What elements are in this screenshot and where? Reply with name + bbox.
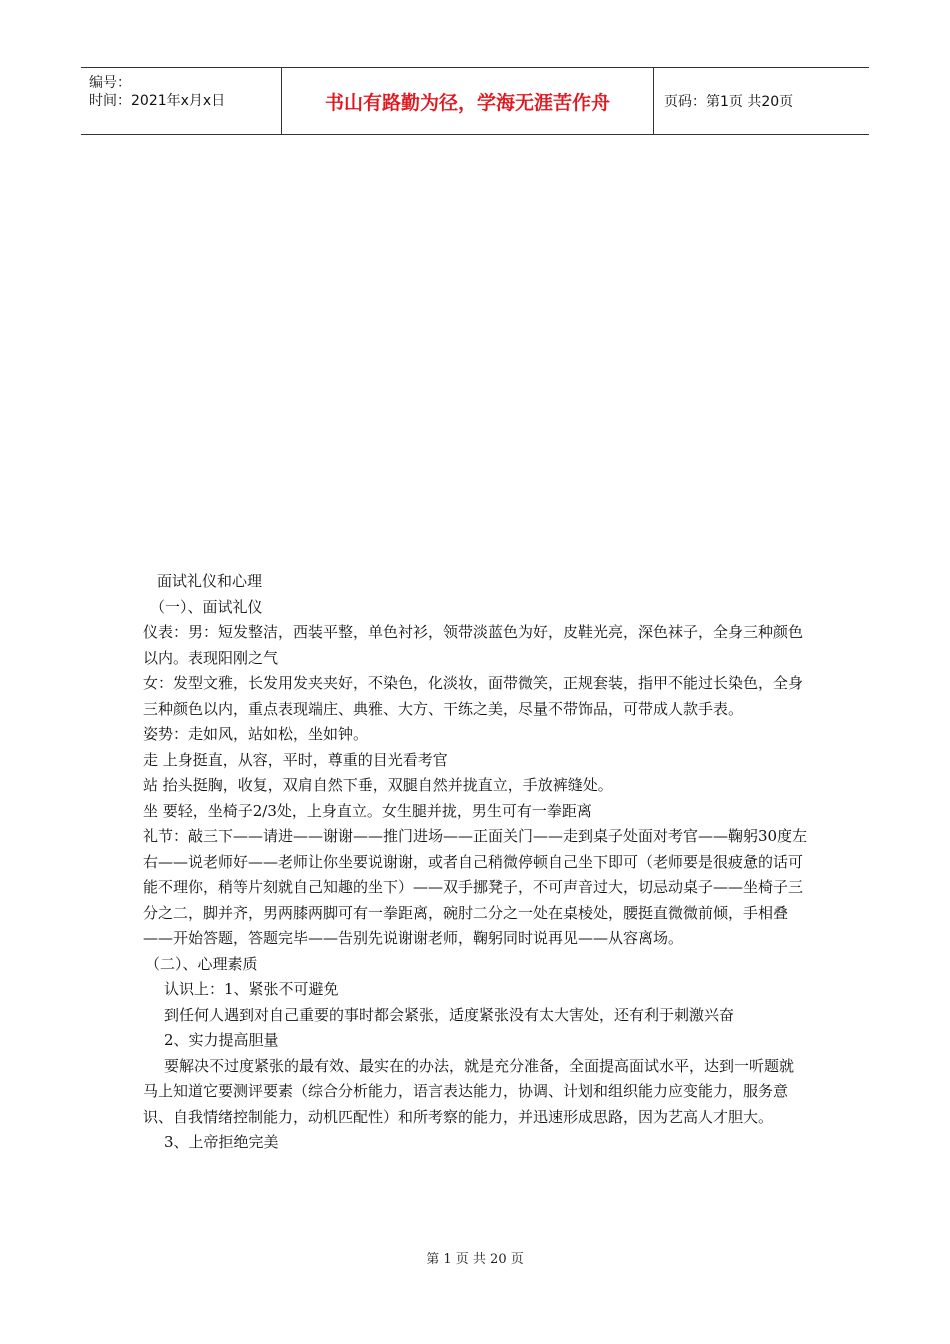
doc-title: 面试礼仪和心理 — [157, 572, 263, 590]
page-header — [81, 67, 869, 135]
header-page-info: 页码：第1页 共20页 — [664, 94, 794, 110]
section-heading: （二）、心理素质 — [145, 954, 258, 973]
paragraph: 仪表：男：短发整洁，西装平整，单色衬衫，领带淡蓝色为好，皮鞋光亮，深色袜子，全身三种颜色以内。表现阳刚之气 — [143, 623, 804, 667]
header-motto: 书山有路勤为径，学海无涯苦作舟 — [282, 68, 654, 134]
paragraph: 站 抬头挺胸，收复，双肩自然下垂，双腿自然并拢直立，手放裤缝处。 — [143, 776, 613, 794]
section-heading: （一）、面试礼仪 — [150, 597, 263, 616]
page-footer: 第 1 页 共 20 页 — [426, 1252, 524, 1267]
paragraph: 礼节：敲三下——请进——谢谢——推门进场——正面关门——走到桌子处面对考官——鞠躬30度左右——说老师好——老师让你坐要说谢谢，或者自己稍微停顿自己坐下即可（老师要是很疲惫的话可能不理你，稍等片刻就自己知趣的坐下）——双手挪凳子，不可声音过大，切忌动桌子——坐椅子三分之二，脚并齐，男两膝两脚可有一拳距离，碗肘二分之一处在桌棱处，腰挺直微微前倾，手相叠——开始答题，答题完毕——告别先说谢谢老师，鞠躬同时说再见——从容离场。 — [143, 827, 808, 947]
paragraph: 认识上：1、紧张不可避免 — [164, 980, 339, 998]
paragraph: 姿势：走如风，站如松，坐如钟。 — [143, 725, 369, 743]
paragraph: 2、实力提高胆量 — [164, 1031, 279, 1049]
doc-number-label: 编号： — [89, 75, 131, 91]
paragraph: 到任何人遇到对自己重要的事时都会紧张，适度紧张没有太大害处，还有利于刺激兴奋 — [164, 1005, 735, 1024]
header-meta — [81, 68, 282, 134]
paragraph: 要解决不过度紧张的最有效、最实在的办法，就是充分准备，全面提高面试水平，达到一听题就马上知道它要测评要素（综合分析能力，语言表达能力，协调、计划和组织能力应变能力，服务意识、自我情绪控制能力，动机匹配性）和所考察的能力，并迅速形成思路，因为艺高人才胆大。 — [143, 1056, 795, 1126]
paragraph: 坐 要轻，坐椅子2/3处，上身直立。女生腿并拢，男生可有一拳距离 — [143, 801, 592, 820]
document-body — [143, 569, 808, 1156]
paragraph: 走 上身挺直，从容，平时，尊重的目光看考官 — [143, 750, 448, 769]
paragraph: 3、上帝拒绝完美 — [164, 1133, 279, 1151]
paragraph: 女：发型文雅，长发用发夹夹好，不染色，化淡妆，面带微笑，正规套装，指甲不能过长染色，全身三种颜色以内，重点表现端庄、典雅、大方、干练之美，尽量不带饰品，可带成人款手表。 — [143, 674, 804, 718]
doc-date: 时间：2021年x月x日 — [89, 93, 226, 109]
